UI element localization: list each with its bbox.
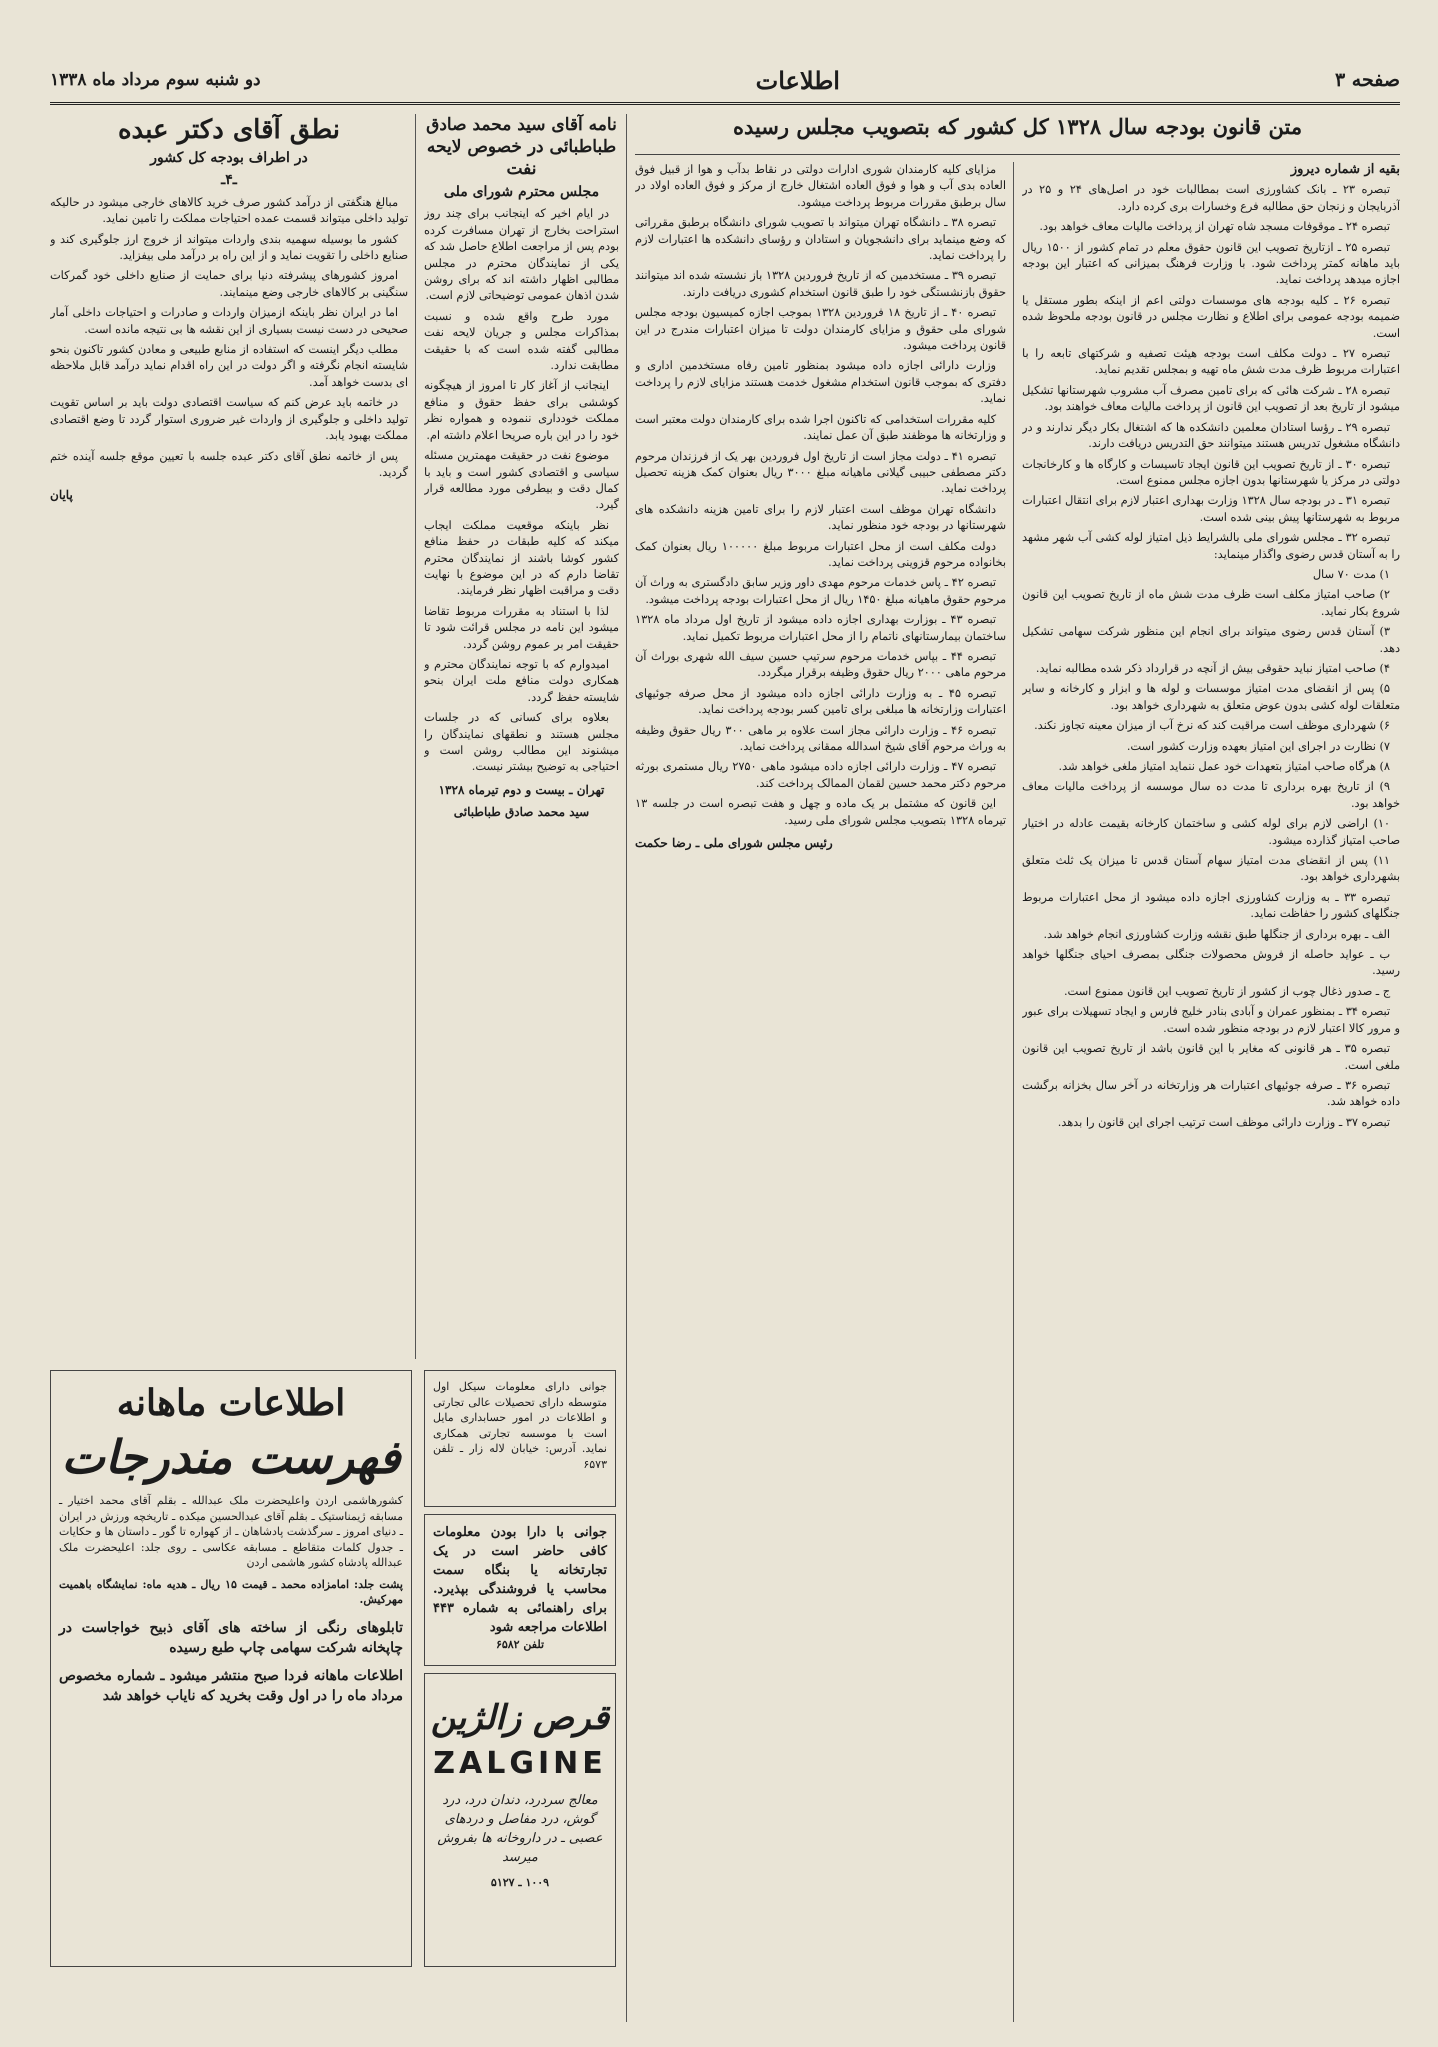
budget-law-paragraph: ۱۰) اراضی لازم برای لوله کشی و ساختمان کارخانه بقیمت عادله در اختیار صاحب امتیاز گذارده میشود. [1022,817,1400,847]
speech-title: نطق آقای دکتر عبده [117,115,341,145]
speech-end: پایان [50,488,73,503]
budget-law-paragraph: تبصره ۳۵ ـ هر قانونی که مغایر با این قانون باشد از تاریخ تصویب این قانون ملغی است. [1022,1042,1400,1072]
speech-paragraph: اما در ایران نظر باینکه ازمیزان واردات و صادرات و احتیاجات داخلی آمار صحیحی در دست نیست بسیاری از این نقشه ها بی نتیجه مانده است. [50,306,408,336]
column-rule [415,114,416,1359]
budget-law-paragraph: تبصره ۴۰ ـ از تاریخ ۱۸ فروردین ۱۳۲۸ بموجب اجازه کمیسیون بودجه مجلس شورای ملی حقوق و مزایای کارمندان دولت تا میزان اعتبارات مندرج در این قانون پرداخت میشود. [635,306,1006,353]
letter-paragraph: بعلاوه برای کسانی که در جلسات مجلس هستند و نطقهای نمایندگان را میشنوند این مطالب روشن است و احتیاجی به توضیح بیشتر نیست. [424,711,619,774]
budget-law-paragraph: تبصره ۴۳ ـ بوزارت بهداری اجازه داده میشود از تاریخ اول مرداد ماه ۱۳۲۸ ساختمان بیمارستانهای ناتمام را از محل اعتبارات مربوط تکمیل نماید. [635,613,1006,643]
budget-law-paragraph: تبصره ۳۲ ـ مجلس شورای ملی بالشرایط ذیل امتیاز لوله کشی آب شهر مشهد را به آستان قدس رضوی واگذار مینماید: [1022,531,1400,561]
budget-law-paragraph: تبصره ۲۴ ـ موقوفات مسجد شاه تهران از پرداخت مالیات معاف خواهد بود. [1039,220,1390,234]
budget-law-paragraph: ۳) آستان قدس رضوی میتواند برای انجام این منظور شرکت سهامی تشکیل دهد. [1022,625,1400,655]
speech-paragraph: کشور ما بوسیله سهمیه بندی واردات میتواند از خروج ارز جلوگیری کند و صنایع داخلی را تقویت نماید و از این راه بر درآمد ملی بیفزاید. [50,232,408,263]
letter-signature: سید محمد صادق طباطبائی [453,805,590,820]
budget-law-paragraph: تبصره ۳۴ ـ بمنظور عمران و آبادی بنادر خلیج فارس و ایجاد تسهیلات برای عبور و مرور کالا اعتبار لازم در بودجه منظور شده است. [1022,1005,1400,1035]
budget-law-paragraph: کلیه مقررات استخدامی که تاکنون اجرا شده برای کارمندان دولت معتبر است و وزارتخانه ها موظفند طبق آن عمل نمایند. [635,412,1006,443]
budget-law-paragraph: دولت مکلف است از محل اعتبارات مربوط مبلغ ۱۰۰۰۰۰ ریال بعنوان کمک بخانواده مرحوم قزوینی پرداخت نماید. [635,539,1006,569]
letter-paragraph: نظر باینکه موقعیت مملکت ایجاب میکند که کلیه طبقات در حفظ منافع کشور کوشا باشند از نمایندگان محترم تقاضا دارم که در این موضوع با نهایت دقت و مراقبت اظهار نظر فرمایند. [424,518,619,598]
budget-law-paragraph: دانشگاه تهران موظف است اعتبار لازم را برای تامین هزینه دانشکده های شهرستانها در بودجه خود منظور نماید. [635,502,1006,533]
budget-law-paragraph: تبصره ۲۹ ـ رؤسا استادان معلمین دانشکده ها که اشتغال بکار دیگر ندارند و در دانشگاه مشغول تدریس هستند میتوانند حق التدریس دریافت دارند. [1022,420,1400,451]
budget-law-column-right [1022,162,1400,2022]
speech-paragraph: در خاتمه باید عرض کنم که سیاست اقتصادی دولت باید بر اساس تقویت تولید داخلی و جلوگیری از واردات غیر ضروری استوار گردد تا وضع اقتصادی مملکت بهبود یابد. [50,396,408,443]
page-number: صفحه ۳ [1334,69,1400,91]
zalgine-title-en: ZALGINE [433,1746,607,1781]
budget-law-paragraph: ۵) پس از انقضای مدت امتیاز موسسات و لوله ها و ابزار و کارخانه و سایر متعلقات لوله کشی بدون عوض متعلق به شهرداری خواهد بود. [1022,682,1400,712]
letter-paragraph: اینجانب از آغاز کار تا امروز از هیچگونه کوششی برای حفظ حقوق و منافع مملکت خودداری ننموده و همواره نظر خود را در این باره صریحا اعلام داشته ام. [424,379,619,442]
monthly-magazine-box [50,1370,412,1967]
budget-law-paragraph: تبصره ۴۷ ـ وزارت دارائی اجازه داده میشود ماهی ۲۷۵۰ ریال مستمری بورثه مرحوم دکتر محمد حسین لقمان الممالک پرداخت کند. [635,760,1006,790]
budget-law-paragraph: تبصره ۴۵ ـ به وزارت دارائی اجازه داده میشود از محل صرفه جوئیهای اعتبارات وزارتخانه ها مبلغی برای تامین کسر بودجه پرداخت نماید. [635,686,1006,717]
budget-law-paragraph: ۹) از تاریخ بهره برداری تا مدت ده سال موسسه از پرداخت مالیات معاف خواهد بود. [1022,780,1400,810]
letter-address: مجلس محترم شورای ملی [443,184,600,200]
budget-law-paragraph: این قانون که مشتمل بر یک ماده و چهل و هفت تبصره است در جلسه ۱۳ تیرماه ۱۳۲۸ بتصویب مجلس شورای ملی رسید. [635,797,1006,827]
budget-law-paragraph: تبصره ۴۱ ـ دولت مجاز است از تاریخ اول فروردین بهر یک از فرزندان مرحوم دکتر مصطفی حبیبی گیلانی ماهیانه مبلغ ۳۰۰۰ ریال بعنوان کمک هزینه تحصیل پرداخت نماید. [635,449,1006,496]
job-ad-text-1: جوانی دارای معلومات سیکل اول متوسطه دارای تحصیلات عالی تجارتی و اطلاعات در امور حسابداری مایل است با موسسه تجارتی همکاری نماید. آدرس: خیابان لاله زار ـ تلفن ۶۵۷۳ [433,1380,607,1471]
budget-law-paragraph: تبصره ۳۸ ـ دانشگاه تهران میتواند با تصویب شورای دانشگاه برطبق مقرراتی که وضع مینماید برای دانشجویان و استادان و رؤسای دانشکده ها اعتبارات لازم را پرداخت نماید. [635,216,1006,263]
budget-law-paragraph: ج ـ صدور ذغال چوب از کشور از تاریخ تصویب این قانون ممنوع است. [1063,984,1390,998]
letter-paragraph: امیدوارم که با توجه نمایندگان محترم و همکاری دولت منافع ملت ایران بنحو شایسته حفظ گردد. [424,657,619,704]
continued-label: بقیه از شماره دیروز [1290,162,1400,177]
budget-law-paragraph: تبصره ۲۳ ـ بانک کشاورزی است بمطالبات خود در اصل‌های ۲۴ و ۲۵ در آذربایجان و زنجان حق مطالبه فرع وخسارات بری کرده دارد. [1022,183,1400,213]
monthly-subtitle: فهرست مندرجات [61,1430,401,1484]
zalgine-title-fa: قرص زالژین [430,1698,610,1738]
zalgine-phone: ۱۰۰۹ ـ ۵۱۲۷ [490,1876,550,1889]
speech-paragraph: مبالغ هنگفتی از درآمد کشور صرف خرید کالاهای خارجی میشود در حالیکه تولید داخلی میتواند قسمت عمده احتیاجات مملکت را تامین نماید. [50,195,408,226]
budget-law-paragraph: وزارت دارائی اجازه داده میشود بمنظور تامین رفاه مستخدمین اداری و دفتری که بموجب قانون استخدام مشغول خدمت هستند مزایای لازم را پرداخت نماید. [635,359,1006,406]
letter-paragraph: در ایام اخیر که اینجانب برای چند روز استراحت بخارج از تهران مسافرت کرده بودم پس از مراجعت اطلاع حاصل شد که یکی از نمایندگان محترم در مجلس مطالبی اظهار داشته اند که برای روشن شدن اذهان عمومی توضیحاتی لازم است. [424,207,619,303]
poster-note: تابلوهای رنگی از ساخته های آقای ذبیح خواجاست در چاپخانه شرکت سهامی چاپ طبع رسیده [59,1619,403,1656]
job-ad-phone-2: تلفن ۶۵۸۲ [495,1638,545,1651]
newspaper-page [50,58,1400,2028]
budget-law-paragraph: تبصره ۴۴ ـ بپاس خدمات مرحوم سرتیپ حسین سیف الله شهری بوراث آن مرحوم ماهی ۲۰۰۰ ریال حقوق وظیفه برقرار میگردد. [635,649,1006,680]
budget-law-paragraph: ۸) هرگاه صاحب امتیاز بتعهدات خود عمل ننماید امتیاز ملغی خواهد شد. [1058,760,1390,773]
budget-law-signature: رئیس مجلس شورای ملی ـ رضا حکمت [635,836,833,851]
monthly-note: پشت جلد: امامزاده محمد ـ قیمت ۱۵ ریال ـ هدیه ماه: نمایشگاه باهمیت مهرکیش. [59,1577,403,1606]
letter-column [424,114,619,1359]
budget-law-paragraph: تبصره ۴۶ ـ وزارت دارائی مجاز است علاوه بر ماهی ۳۰۰ ریال حقوق وظیفه به وراث مرحوم آقای شیخ اسدالله ممقانی پرداخت نماید. [635,723,1006,753]
speech-paragraph: پس از خاتمه نطق آقای دکتر عبده جلسه با تعیین موقع جلسه آینده ختم گردید. [50,449,408,479]
speech-subtitle: در اطراف بودجه کل کشور [150,150,308,166]
job-ad-box-1 [424,1370,616,1507]
budget-law-paragraph: ۱۱) پس از انقضای مدت امتیاز سهام آستان قدس تا میزان یک ثلث متعلق بشهرداری خواهد بود. [1022,854,1400,884]
budget-law-paragraph: ۱) مدت ۷۰ سال [1312,567,1390,581]
budget-law-paragraph: الف ـ بهره برداری از جنگلها طبق نقشه وزارت کشاورزی انجام خواهد شد. [1043,927,1390,941]
letter-paragraph: موضوع نفت در حقیقت مهمترین مسئله سیاسی و اقتصادی کشور است و باید با کمال دقت و بیطرفی مورد مطالعه قرار گیرد. [424,449,619,512]
issue-note: اطلاعات ماهانه فردا صبح منتشر میشود ـ شماره مخصوص مرداد ماه را در اول وقت بخرید که نایاب خواهد شد [59,1667,403,1704]
speech-column [50,114,408,1359]
budget-law-column-left [635,162,1006,2022]
zalgine-ad-box [424,1673,616,1967]
zalgine-text: معالج سردرد، دندان درد، درد گوش، درد مفاصل و دردهای عصبی ـ در داروخانه ها بفروش میرسد [437,1793,603,1865]
budget-law-paragraph: تبصره ۲۵ ـ ازتاریخ تصویب این قانون حقوق معلم در تمام کشور از ۱۵۰۰ ریال باید ماهانه کمتر پرداخت شود. با وزارت فرهنگ بمیزانی که اعتبار این بودجه اجازه میدهد پرداخت نماید. [1022,240,1400,287]
budget-law-paragraph: تبصره ۳۰ ـ از تاریخ تصویب این قانون ایجاد تاسیسات و کارگاه ها و کارخانجات دولتی در مرکز یا شهرستانها بدون اجازه مجلس ممنوع است. [1022,457,1400,487]
budget-law-paragraph: ب ـ عواید حاصله از فروش محصولات جنگلی بمصرف احیای جنگلها خواهد رسید. [1022,948,1400,978]
budget-law-paragraph: تبصره ۳۳ ـ به وزارت کشاورزی اجازه داده میشود از محل اعتبارات مربوط جنگلهای کشور را حفاظت نماید. [1022,890,1400,921]
budget-law-paragraph: تبصره ۳۶ ـ صرفه جوئیهای اعتبارات هر وزارتخانه در آخر سال بخزانه برگشت داده خواهد شد. [1022,1078,1400,1109]
budget-law-paragraph: تبصره ۳۱ ـ در بودجه سال ۱۳۲۸ وزارت بهداری اعتبار لازم برای انتقال اعتبارات مربوط به شهرستانها پیش بینی شده است. [1022,494,1400,524]
job-ad-text-2: جوانی با دارا بودن معلومات کافی حاضر است در یک تجارتخانه یا بنگاه سمت محاسب یا فروشندگی بپذیرد. برای راهنمائی به شماره ۴۴۳ اطلاعات مراجعه شود [433,1525,607,1635]
budget-law-paragraph: ۶) شهرداری موظف است مراقبت کند که نرخ آب از میزان معینه تجاوز نکند. [1034,719,1390,733]
budget-law-paragraph: تبصره ۲۷ ـ دولت مکلف است بودجه هیئت تصفیه و شرکتهای تابعه را با اعتبارات مربوط ظرف مدت شش ماه تهیه و بمجلس تقدیم نماید. [1022,347,1400,377]
page-header [50,58,1400,105]
letter-date: تهران ـ بیست و دوم تیرماه ۱۳۲۸ [438,782,605,797]
budget-law-headline: متن قانون بودجه سال ۱۳۲۸ کل کشور که بتصویب مجلس رسیده [635,114,1400,155]
budget-law-paragraph: تبصره ۲۸ ـ شرکت هائی که برای تامین مصرف آب مشروب شهرستانها تشکیل میشود از تاریخ بعد از تصویب این قانون از پرداخت مالیات معاف خواهند بود. [1022,383,1400,414]
column-rule [1013,162,1014,2022]
letter-paragraph: لذا با استناد به مقررات مربوط تقاضا میشود این نامه در مجلس قرائت شود تا حقیقت امر بر عموم روشن گردد. [424,604,619,651]
issue-date: دو شنبه سوم مرداد ماه ۱۳۳۸ [50,70,261,90]
budget-law-paragraph: ۷) نظارت در اجرای این امتیاز بعهده وزارت کشور است. [1126,739,1390,753]
letter-title: نامه آقای سید محمد صادق طباطبائی در خصوص لایحه نفت [426,115,617,179]
speech-paragraph: امروز کشورهای پیشرفته دنیا برای حمایت از صنایع داخلی خود گمرکات سنگینی بر کالاهای خارجی وضع مینمایند. [50,269,408,299]
budget-law-paragraph: ۴) صاحب امتیاز نباید حقوقی بیش از آنچه در قرارداد ذکر شده مطالبه نماید. [1035,661,1390,675]
job-ad-box-2 [424,1514,616,1666]
newspaper-name: اطلاعات [755,65,840,95]
budget-law-paragraph: تبصره ۴۲ ـ پاس خدمات مرحوم مهدی داور وزیر سابق دادگستری به وراث آن مرحوم حقوق ماهیانه مبلغ ۱۴۵۰ ریال از محل اعتبارات بودجه پرداخت میشود. [635,576,1006,606]
budget-law-paragraph: تبصره ۲۶ ـ کلیه بودجه های موسسات دولتی اعم از اینکه بطور مستقل یا ضمیمه بودجه عمومی برای اطلاع و نظارت مجلس در قانون بودجه ملحوظ شده است. [1022,293,1400,340]
column-rule [626,114,627,2022]
budget-law-paragraph: تبصره ۳۹ ـ مستخدمین که از تاریخ فروردین ۱۳۲۸ باز نشسته شده اند میتوانند حقوق بازنشستگی خود را طبق قانون استخدام کشوری دریافت دارند. [635,269,1006,299]
budget-law-paragraph: مزایای کلیه کارمندان شوری ادارات دولتی در نقاط بدآب و هوا از قبیل فوق العاده بدی آب و هوا و فوق العاده اشتغال خارج از مرکز و فوق العاده اولاد در سال برطبق مقررات مربوط پرداخت میشود. [635,163,1006,209]
monthly-contents: کشورهاشمی اردن واعلیحضرت ملک عبدالله ـ بقلم آقای محمد اختیار ـ مسابقه ژیمناستیک ـ بقلم آقای عبدالحسین میکده ـ تاریخچه ورزش در ایران ـ دنیای امروز ـ سرگذشت پادشاهان ـ از کهواره تا گور ـ داستان ها و حکایات ـ جدول کلمات متقاطع ـ مسابقه عکاسی ـ روی جلد: اعلیحضرت ملک عبدالله پادشاه کشور هاشمی اردن [59,1494,403,1569]
speech-paragraph: مطلب دیگر اینست که استفاده از منابع طبیعی و معادن کشور تاکنون بنحو شایسته انجام نگرفته و اگر دولت در این راه اقدام نماید درآمد قابل ملاحظه ای بدست خواهد آمد. [50,343,408,389]
budget-law-paragraph: ۲) صاحب امتیاز مکلف است ظرف مدت شش ماه از تاریخ تصویب این قانون شروع بکار نماید. [1022,588,1400,618]
letter-paragraph: مورد طرح واقع شده و نسبت بمذاکرات مجلس و جریان لایحه نفت مطالبی گفته شده است که با حقیقت مطابقت ندارد. [424,309,619,373]
budget-law-paragraph: تبصره ۳۷ ـ وزارت دارائی موظف است ترتیب اجرای این قانون را بدهد. [1057,1115,1390,1129]
speech-part: ـ۴ـ [221,172,237,189]
monthly-title: اطلاعات ماهانه [116,1382,346,1424]
